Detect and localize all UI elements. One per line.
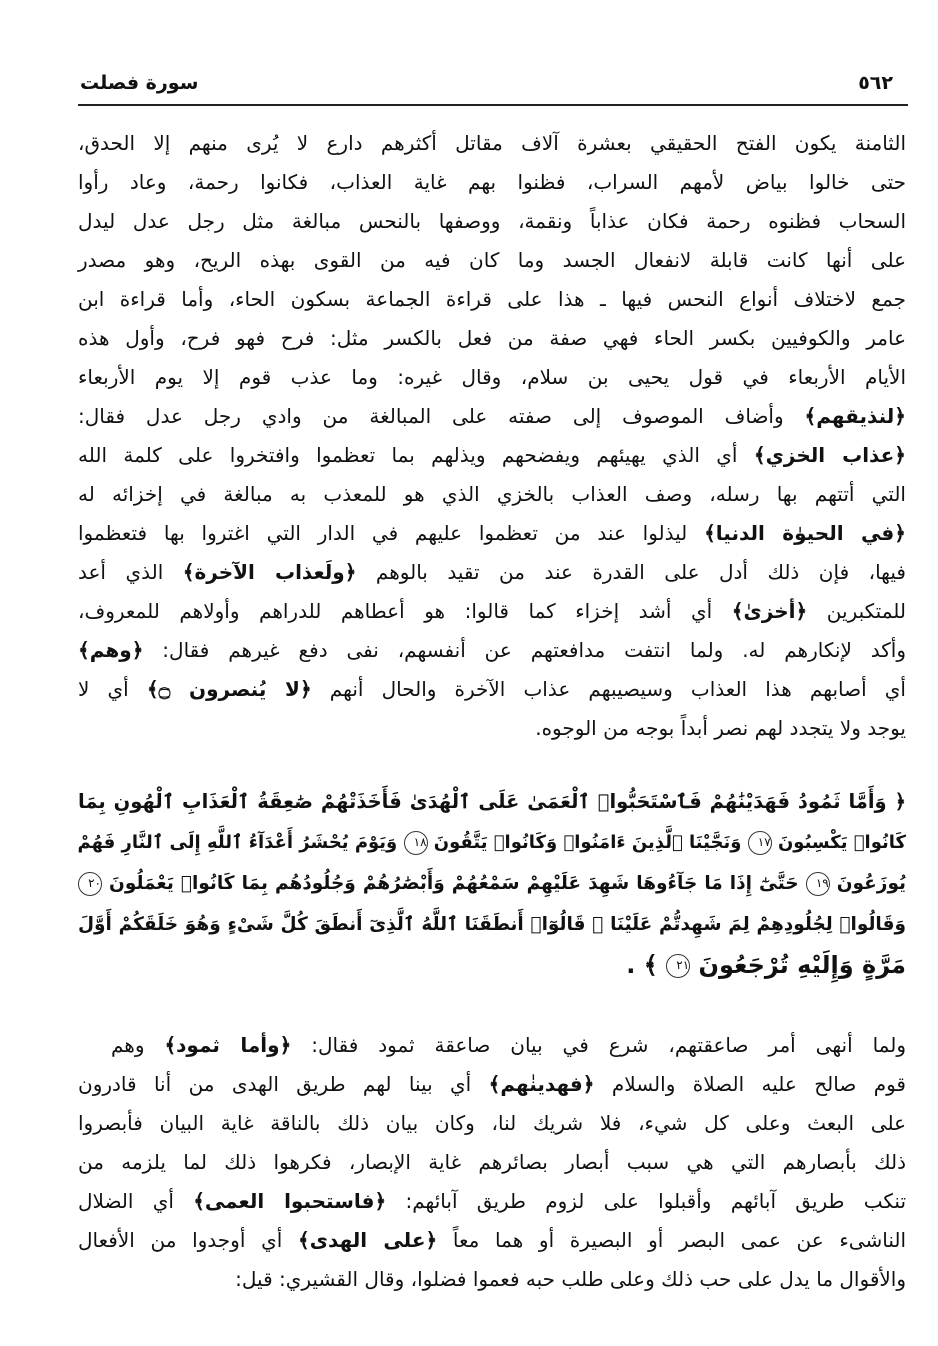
text-segment: وَيَوْمَ يُحْشَرُ أَعْدَآءُ ٱللَّهِ إِلَى ٱلنَّارِ فَهُمْ <box>77 832 404 853</box>
commentary-line <box>78 475 906 514</box>
text-segment: وَنَجَّيْنَا ٱلَّذِينَ ءَامَنُوا۟ وَكَانُوا۟ يَتَّقُونَ <box>427 832 748 853</box>
commentary-line <box>78 1260 906 1299</box>
text-segment: وهم <box>111 1033 165 1057</box>
verse-number-marker: ٢٠ <box>78 872 102 896</box>
text-segment: أي الذي يهيئهم ويفضحهم ويذلهم بما تعظموا وافتخروا على كلمة الله <box>78 443 754 467</box>
commentary-line <box>111 1026 906 1065</box>
text-segment: ليذلوا عند من تعظموا عليهم في الدار التي اغتروا بها فتعظموا <box>78 521 705 545</box>
text-segment: أي لا <box>78 677 147 701</box>
commentary-line <box>78 397 906 436</box>
commentary-line <box>78 514 906 553</box>
quran-verse-line <box>78 904 906 945</box>
quoted-quran-phrase: ﴿لنذيقهم﴾ <box>804 404 906 428</box>
text-segment: الناشىء عن عمى البصر أو البصيرة أو هما معاً <box>437 1228 907 1252</box>
header-rule <box>78 104 908 106</box>
quoted-quran-phrase: ﴿لا يُنصرون ۝﴾ <box>146 677 312 701</box>
commentary-line <box>78 202 906 241</box>
text-segment: يُوزَعُونَ <box>829 873 906 894</box>
text-segment: يوجد ولا يتجدد لهم نصر أبداً بوجه من الوجوه. <box>535 716 906 740</box>
commentary-line <box>78 631 906 670</box>
commentary-line <box>78 280 906 319</box>
quoted-quran-phrase: ﴿ولَعذاب الآخرة﴾ <box>182 560 357 584</box>
text-segment: فيها، فإن ذلك أدل على القدرة عند من تقيد بالوهم <box>356 560 906 584</box>
text-segment: ﴾ . <box>626 951 667 979</box>
verse-number-marker: ٢١ <box>666 954 690 978</box>
commentary-line <box>78 670 906 709</box>
text-segment: أي أشد إخزاء كما قالوا: هو أعطاهم للدراهم وأولاهم للمعروف، <box>78 599 732 623</box>
text-segment: أي بينا لهم طريق الهدى من أنا قادرون <box>78 1072 489 1096</box>
text-segment: على أنها كانت قابلة لانفعال الجسد وما كان فيه من القوى بهذه الريح، وهو مصدر <box>78 248 906 272</box>
verse-number-marker: ١٩ <box>806 872 830 896</box>
text-segment: ﴿ وَأَمَّا ثَمُودُ فَهَدَيْنَٰهُمْ فَٱسْتَحَبُّوا۟ ٱلْعَمَىٰ عَلَى ٱلْهُدَىٰ فَأَخَذَتْهُمْ صَٰعِقَةُ ٱلْعَذَابِ ٱلْهُونِ بِمَا <box>78 790 906 813</box>
commentary-line <box>78 436 906 475</box>
commentary-line <box>78 1104 906 1143</box>
text-segment: التي أتتهم بها رسله، وصف العذاب بالخزي الذي هو للمعذب به مبالغة في إخزائه له <box>78 482 906 506</box>
text-segment: جمع لاختلاف أنواع النحس فيها ـ هذا على قراءة الجماعة بسكون الحاء، وأما قراءة ابن <box>78 287 906 311</box>
quran-verse-line <box>78 863 906 904</box>
quoted-quran-phrase: ﴿وأما ثمود﴾ <box>164 1033 292 1057</box>
text-segment: السحاب فظنوه رحمة فكان عذاباً ونقمة، ووصفها بالنحس مبالغة مثل رجل عدل ليدل <box>78 209 906 233</box>
text-segment: أي أوجدوا من الأفعال <box>78 1228 298 1252</box>
quoted-quran-phrase: ﴿وهم﴾ <box>78 638 144 662</box>
text-segment: حتى خالوا بياض لأمهم السراب، فظنوا بهم غاية العذاب، فكانوا رحمة، وعاد رأوا <box>78 170 906 194</box>
quran-verse-line <box>78 945 906 986</box>
text-segment: عامر والكوفيين بكسر الحاء فهي صفة من فعل بالكسر مثل: فرح فهو فرح، وأول هذه <box>78 326 906 350</box>
text-segment: كَانُوا۟ يَكْسِبُونَ <box>771 832 906 853</box>
quoted-quran-phrase: ﴿فاستحبوا العمى﴾ <box>193 1189 387 1213</box>
quoted-quran-phrase: ﴿فهدينٰهم﴾ <box>488 1072 595 1096</box>
text-segment: وأكد لإنكارهم له. ولما انتفت مدافعتهم عن أنفسهم، نفى دفع غيرهم فقال: <box>143 638 906 662</box>
surah-title: سورة فصلت <box>80 72 199 94</box>
text-segment: الذي أعد <box>78 560 183 584</box>
commentary-line <box>78 1065 906 1104</box>
text-segment: الثامنة يكون الفتح الحقيقي بعشرة آلاف مقاتل أكثرهم دارع لا يُرى منهم إلا الحدق، <box>78 131 906 155</box>
text-segment: ذلك بأبصارهم التي هي سبب أبصار بصائرهم غاية الإبصار، فكرهوا ذلك لما يلزمه من <box>78 1150 906 1174</box>
commentary-line <box>78 358 906 397</box>
text-segment: أي الضلال <box>78 1189 194 1213</box>
quoted-quran-phrase: ﴿أخزىٰ﴾ <box>731 599 808 623</box>
verse-number-marker: ١٨ <box>404 831 428 855</box>
text-segment: مَرَّةٍ وَإِلَيْهِ تُرْجَعُونَ <box>690 951 906 979</box>
commentary-line <box>78 163 906 202</box>
text-segment: والأقوال ما يدل على حب ذلك وعلى طلب حبه فعموا فضلوا، وقال القشيري: قيل: <box>235 1267 906 1291</box>
commentary-line <box>78 1182 906 1221</box>
commentary-line <box>78 319 906 358</box>
text-segment: الأيام الأربعاء في قول يحيى بن سلام، وقال غيره: وما عذب قوم إلا يوم الأربعاء <box>78 365 906 389</box>
commentary-line <box>78 553 906 592</box>
text-segment: وَقَالُوا۟ لِجُلُودِهِمْ لِمَ شَهِدتُّمْ عَلَيْنَا ۖ قَالُوٓا۟ أَنطَقَنَا ٱللَّهُ ٱلَّذِىٓ أَنطَقَ كُلَّ شَىْءٍ وَهُوَ خَلَقَكُمْ أَوَّلَ <box>78 914 906 935</box>
quran-verse-line <box>78 781 906 822</box>
text-segment: أي أصابهم هذا العذاب وسيصيبهم عذاب الآخرة والحال أنهم <box>311 677 906 701</box>
text-segment: ولما أنهى أمر صاعقتهم، شرع في بيان صاعقة ثمود فقال: <box>291 1033 906 1057</box>
commentary-line <box>78 241 906 280</box>
commentary-line <box>78 1143 906 1182</box>
commentary-line <box>78 709 906 748</box>
page-number: ٥٦٢ <box>858 72 893 94</box>
text-segment: قوم صالح عليه الصلاة والسلام <box>594 1072 906 1096</box>
quoted-quran-phrase: ﴿في الحيوٰة الدنيا﴾ <box>704 521 906 545</box>
text-segment: للمتكبرين <box>807 599 906 623</box>
commentary-line <box>78 1221 906 1260</box>
text-segment: على البعث وعلى كل شيء، فلا شريك لنا، وكان بيان ذلك بالناقة غاية البيان فأبصروا <box>78 1111 906 1135</box>
quoted-quran-phrase: ﴿عذاب الخزي﴾ <box>753 443 906 467</box>
quoted-quran-phrase: ﴿على الهدى﴾ <box>297 1228 438 1252</box>
verse-number-marker: ١٧ <box>748 831 772 855</box>
text-segment: حَتَّىٰٓ إِذَا مَا جَآءُوهَا شَهِدَ عَلَيْهِمْ سَمْعُهُمْ وَأَبْصَٰرُهُمْ وَجُلُودُهُم بِمَا كَانُوا۟ يَعْمَلُونَ <box>102 873 806 894</box>
text-segment: تنكب طريق آبائهم وأقبلوا على لزوم طريق آبائهم: <box>386 1189 907 1213</box>
text-segment: وأضاف الموصوف إلى صفته على المبالغة من وادي رجل عدل فقال: <box>78 404 805 428</box>
commentary-line <box>78 124 906 163</box>
quran-verse-line <box>78 822 906 863</box>
commentary-line <box>78 592 906 631</box>
